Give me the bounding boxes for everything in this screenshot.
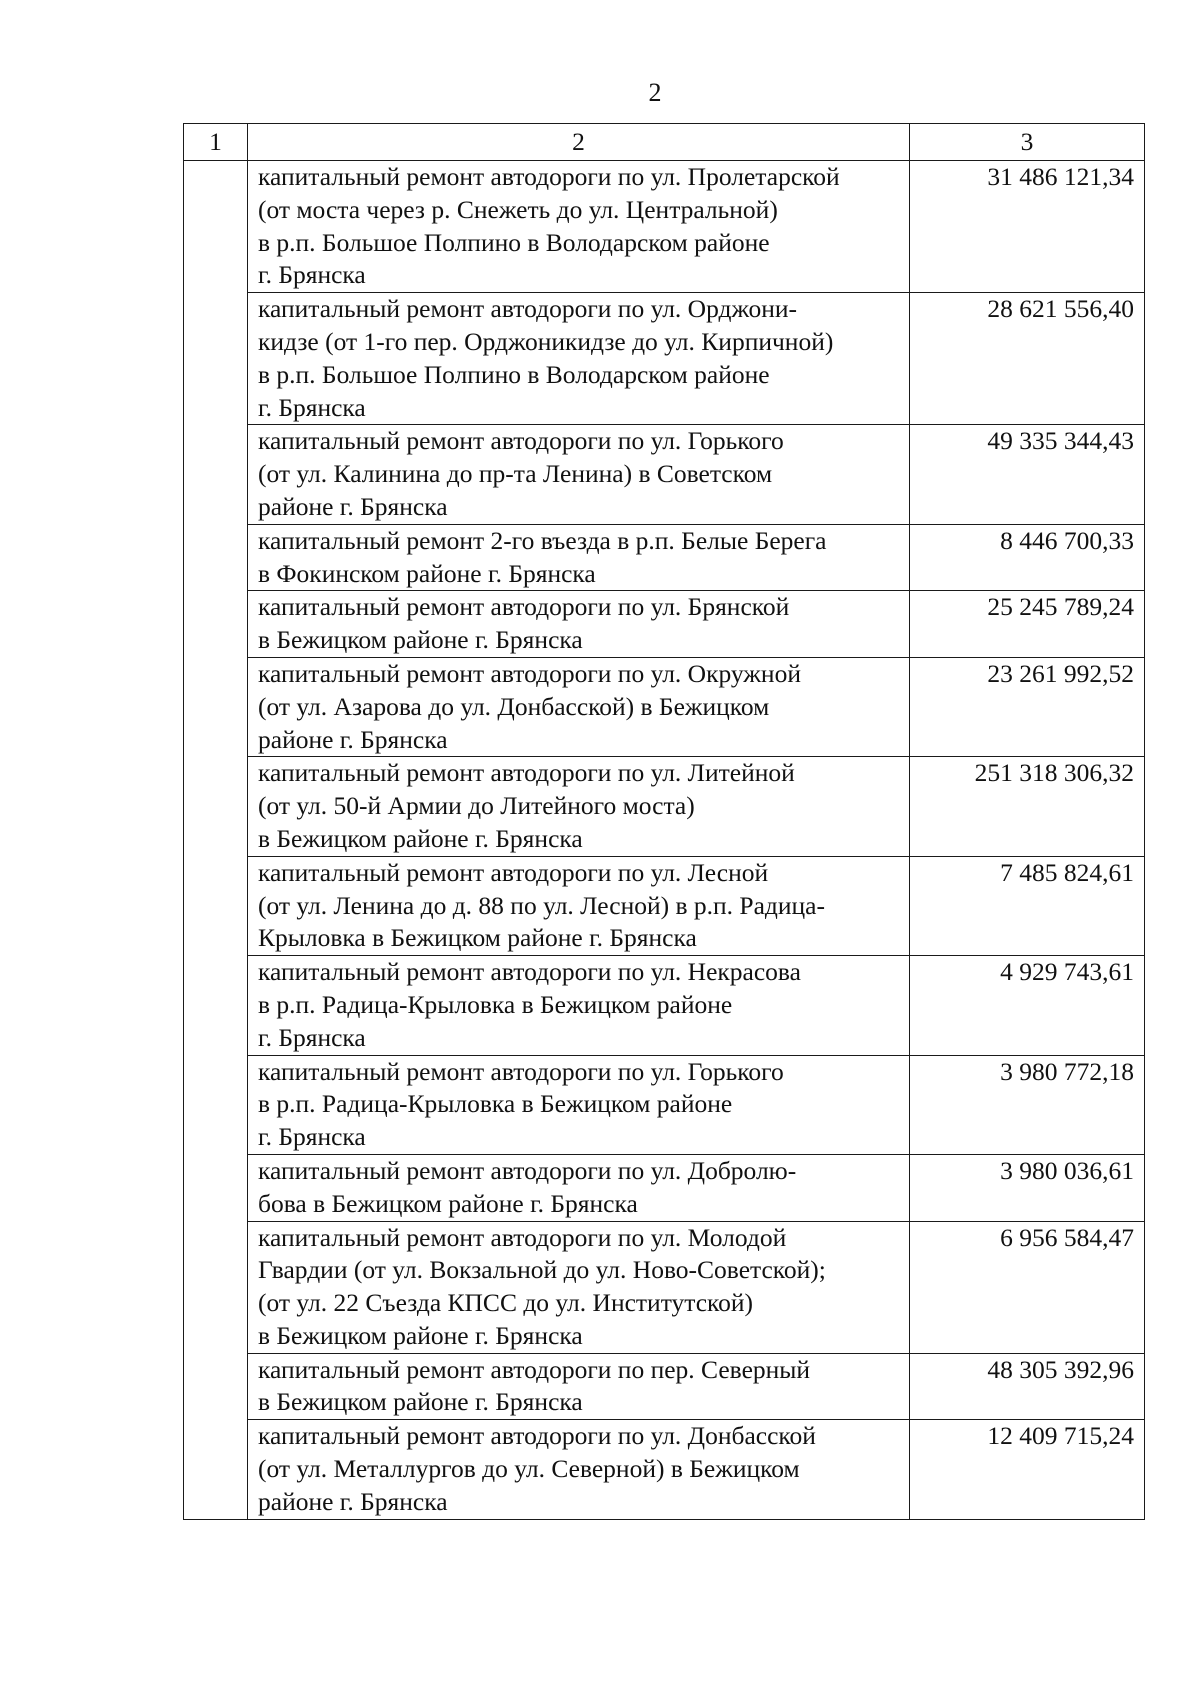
works-table (183, 123, 1145, 1520)
work-description-cell (248, 757, 910, 856)
table-body (184, 124, 1145, 1520)
work-description-line: в р.п. Большое Полпино в Володарском районе (258, 359, 770, 389)
work-description-cell (248, 425, 910, 524)
amount-cell: 48 305 392,96 (910, 1353, 1145, 1420)
row-number-cell (184, 1353, 248, 1420)
amount-cell: 3 980 036,61 (910, 1154, 1145, 1221)
amount-cell: 31 486 121,34 (910, 161, 1145, 293)
row-number-cell (184, 1221, 248, 1353)
row-number-cell (184, 1154, 248, 1221)
amount-cell: 49 335 344,43 (910, 425, 1145, 524)
amount-cell: 4 929 743,61 (910, 956, 1145, 1055)
amount-cell: 3 980 772,18 (910, 1055, 1145, 1154)
work-description-line: капитальный ремонт автодороги по ул. Лесной (258, 857, 769, 887)
table-row (184, 293, 1145, 425)
row-number-cell (184, 657, 248, 756)
amount-cell: 12 409 715,24 (910, 1420, 1145, 1519)
work-description-line: в Бежицком районе г. Брянска (258, 1320, 583, 1350)
amount-cell: 25 245 789,24 (910, 591, 1145, 658)
work-description-line: г. Брянска (258, 1022, 366, 1052)
work-description-line: (от ул. Ленина до д. 88 по ул. Лесной) в р.п. Радица- (258, 890, 825, 920)
work-description-cell (248, 1420, 910, 1519)
work-description-cell (248, 1221, 910, 1353)
table-row (184, 524, 1145, 591)
table-row (184, 1154, 1145, 1221)
table-row (184, 956, 1145, 1055)
work-description-cell (248, 856, 910, 955)
work-description-cell (248, 1154, 910, 1221)
work-description-line: (от ул. Азарова до ул. Донбасской) в Бежицком (258, 691, 770, 721)
column-header-3: 3 (910, 124, 1145, 161)
work-description-line: в р.п. Радица-Крыловка в Бежицком районе (258, 989, 733, 1019)
table-row (184, 1221, 1145, 1353)
column-header-2: 2 (248, 124, 910, 161)
table-row (184, 425, 1145, 524)
work-description-cell (248, 524, 910, 591)
work-description-line: (от ул. 50-й Армии до Литейного моста) (258, 791, 695, 821)
work-description-cell (248, 657, 910, 756)
amount-cell: 28 621 556,40 (910, 293, 1145, 425)
work-description-line: районе г. Брянска (258, 724, 448, 754)
work-description-line: (от моста через р. Снежеть до ул. Центральной) (258, 194, 778, 224)
table-row (184, 757, 1145, 856)
work-description-line: капитальный ремонт автодороги по пер. Северный (258, 1354, 811, 1384)
work-description-line: капитальный ремонт автодороги по ул. Литейной (258, 758, 795, 788)
work-description-line: капитальный ремонт автодороги по ул. Пролетарской (258, 162, 840, 191)
work-description-line: (от ул. Калинина до пр-та Ленина) в Советском (258, 459, 773, 489)
table-row (184, 657, 1145, 756)
work-description-line: капитальный ремонт автодороги по ул. Орджони- (258, 294, 797, 324)
work-description-line: районе г. Брянска (258, 491, 448, 521)
work-description-line: в р.п. Радица-Крыловка в Бежицком районе (258, 1089, 733, 1119)
work-description-line: в Бежицком районе г. Брянска (258, 625, 583, 655)
work-description-cell (248, 591, 910, 658)
work-description-cell (248, 161, 910, 293)
page-number: 2 (648, 78, 662, 107)
work-description-line: капитальный ремонт автодороги по ул. Добролю- (258, 1155, 797, 1185)
work-description-line: кидзе (от 1-го пер. Орджоникидзе до ул. Кирпичной) (258, 326, 834, 356)
work-description-line: (от ул. 22 Съезда КПСС до ул. Институтской) (258, 1288, 754, 1318)
work-description-line: капитальный ремонт автодороги по ул. Брянской (258, 592, 790, 622)
work-description-line: г. Брянска (258, 260, 366, 290)
row-number-cell (184, 293, 248, 425)
work-description-line: капитальный ремонт автодороги по ул. Горького (258, 426, 784, 456)
work-description-line: капитальный ремонт 2-го въезда в р.п. Белые Берега (258, 525, 827, 555)
work-description-line: бова в Бежицком районе г. Брянска (258, 1188, 638, 1218)
row-number-cell (184, 1055, 248, 1154)
work-description-line: капитальный ремонт автодороги по ул. Окружной (258, 658, 801, 688)
table-row (184, 591, 1145, 658)
row-number-cell (184, 956, 248, 1055)
amount-cell: 7 485 824,61 (910, 856, 1145, 955)
table-row (184, 856, 1145, 955)
row-number-cell (184, 425, 248, 524)
amount-cell: 251 318 306,32 (910, 757, 1145, 856)
work-description-line: районе г. Брянска (258, 1486, 448, 1516)
work-description-line: капитальный ремонт автодороги по ул. Донбасской (258, 1421, 816, 1451)
work-description-line: Гвардии (от ул. Вокзальной до ул. Ново-Советской); (258, 1255, 826, 1285)
row-number-cell (184, 856, 248, 955)
row-number-cell (184, 591, 248, 658)
amount-cell: 6 956 584,47 (910, 1221, 1145, 1353)
work-description-cell (248, 293, 910, 425)
column-header-1: 1 (184, 124, 248, 161)
row-number-cell (184, 524, 248, 591)
row-number-cell (184, 757, 248, 856)
work-description-line: Крыловка в Бежицком районе г. Брянска (258, 923, 697, 953)
work-description-line: капитальный ремонт автодороги по ул. Некрасова (258, 957, 801, 987)
work-description-line: капитальный ремонт автодороги по ул. Горького (258, 1056, 784, 1086)
row-number-cell (184, 161, 248, 293)
amount-cell: 23 261 992,52 (910, 657, 1145, 756)
table-header-row (184, 124, 1145, 161)
work-description-line: г. Брянска (258, 1122, 366, 1152)
work-description-line: капитальный ремонт автодороги по ул. Молодой (258, 1222, 787, 1252)
work-description-line: (от ул. Металлургов до ул. Северной) в Бежицком (258, 1454, 800, 1484)
row-number-cell (184, 1420, 248, 1519)
table-row (184, 161, 1145, 293)
work-description-line: г. Брянска (258, 392, 366, 422)
work-description-line: в Бежицком районе г. Брянска (258, 1387, 583, 1417)
work-description-cell (248, 1353, 910, 1420)
table-row (184, 1420, 1145, 1519)
table-row (184, 1353, 1145, 1420)
amount-cell: 8 446 700,33 (910, 524, 1145, 591)
table-row (184, 1055, 1145, 1154)
work-description-line: в р.п. Большое Полпино в Володарском районе (258, 227, 770, 257)
work-description-line: в Бежицком районе г. Брянска (258, 823, 583, 853)
work-description-line: в Фокинском районе г. Брянска (258, 558, 596, 588)
work-description-cell (248, 1055, 910, 1154)
work-description-cell (248, 956, 910, 1055)
